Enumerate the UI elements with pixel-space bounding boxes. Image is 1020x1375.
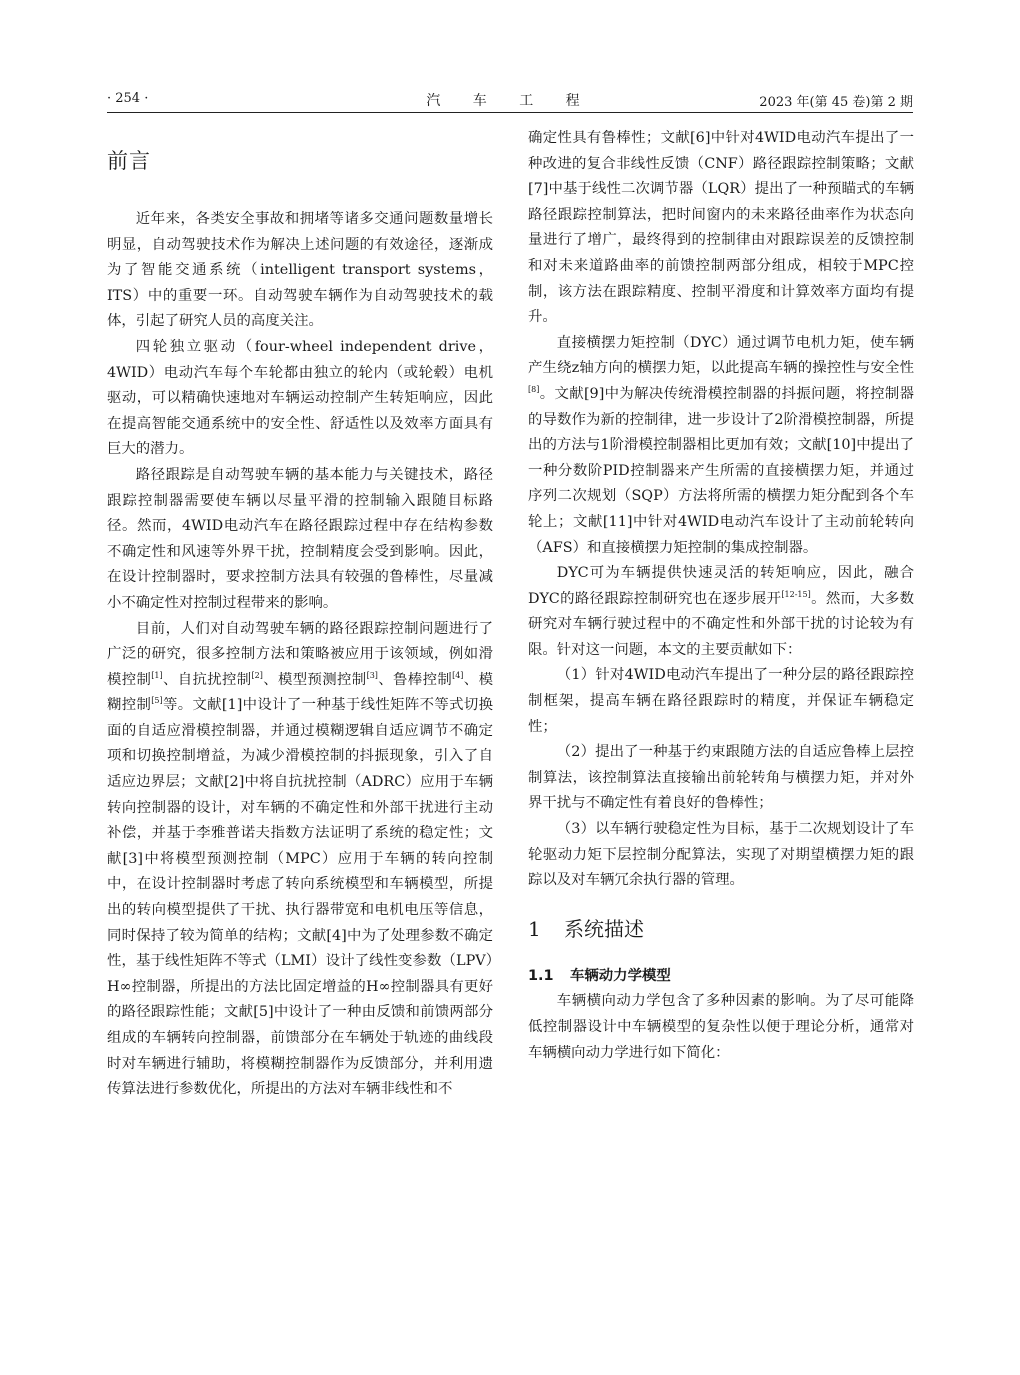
contribution-item: （3）以车辆行驶稳定性为目标，基于二次规划设计了车轮驱动力矩下层控制分配算法，实现了对期望横摆力矩的跟踪以及对车辆冗余执行器的管理。 bbox=[528, 821, 914, 889]
text-run: 等。文献[1]中设计了一种基于线性矩阵不等式切换面的自适应滑模控制器，并通过模糊逻辑自适应调节不确定项和切换控制增益，为减少滑模控制的抖振现象，引入了自适应边界层；文献[2]中将自抗扰控制（ADRC）应用于车辆转向控制器的设计，对车辆的不确定性和外部干扰进行主动补偿，并基于李雅普诺夫指数方法证明了系统的稳定性；文献[3]中将模型预测控制（MPC）应用于车辆的转向控制中，在设计控制器时考虑了转向系统模型和车辆模型，所提出的转向模型提供了干扰、执行器带宽和电机电压等信息，同时保持了较为简单的结构；文献[4]中为了处理参数不确定性，基于线性矩阵不等式（LMI）设计了线性变参数（LPV）H∞控制器，所提出的方法比固定增益的H∞控制器具有更好的路径跟踪性能；文献[5]中设计了一种由反馈和前馈两部分组成的车辆转向控制器，前馈部分在车辆处于轨迹的曲线段时对车辆进行辅助，将模糊控制器作为反馈部分，并利用遗传算法进行参数优化，所提出的方法对车辆非线性和不 bbox=[107, 697, 493, 1098]
text-run: 。然而，大多数研究对车辆行驶过程中的不确定性和外部干扰的讨论较为有限。针对这一问题，本文的主要贡献如下： bbox=[528, 590, 914, 658]
paragraph-dyc bbox=[528, 331, 914, 561]
text-run: 、自抗扰控制 bbox=[162, 671, 252, 688]
page-number: · 254 · bbox=[107, 91, 149, 106]
paragraph-dyc-fusion bbox=[528, 561, 914, 663]
contribution-item: （1）针对4WID电动汽车提出了一种分层的路径跟踪控制框架，提高车辆在路径跟踪时的精度，并保证车辆稳定性； bbox=[528, 667, 914, 735]
running-header bbox=[107, 88, 913, 113]
paragraph: 车辆横向动力学包含了多种因素的影响。为了尽可能降低控制器设计中车辆模型的复杂性以便于理论分析，通常对车辆横向动力学进行如下简化： bbox=[528, 993, 914, 1061]
section-heading-preface: 前言 bbox=[107, 149, 151, 173]
paragraph-related-work bbox=[107, 617, 493, 1103]
paragraph-continued: 确定性具有鲁棒性；文献[6]中针对4WID电动汽车提出了一种改进的复合非线性反馈（CNF）路径跟踪控制策略；文献[7]中基于线性二次调节器（LQR）提出了一种预瞄式的车辆路径跟踪控制算法，把时间窗内的未来路径曲率作为状态向量进行了增广，最终得到的控制律由对跟踪误差的反馈控制和对未来道路曲率的前馈控制两部分组成，相较于MPC控制，该方法在跟踪精度、控制平滑度和计算效率方面均有提升。 bbox=[528, 130, 914, 326]
subsection-title: 车辆动力学模型 bbox=[570, 967, 671, 984]
section-heading bbox=[528, 916, 914, 942]
text-run: 。文献[9]中为解决传统滑模控制器的抖振问题，将控制器的导数作为新的控制律，进一步设计了2阶滑模控制器，所提出的方法与1阶滑模控制器相比更加有效；文献[10]中提出了一种分数阶PID控制器来产生所需的直接横摆力矩，并通过序列二次规划（SQP）方法将所需的横摆力矩分配到各个车轮上；文献[11]中针对4WID电动汽车设计了主动前轮转向（AFS）和直接横摆力矩控制的集成控制器。 bbox=[528, 385, 914, 556]
journal-name: 汽 车 工 程 bbox=[426, 93, 594, 109]
text-run: 目前，人们对自动驾驶车辆的路径跟踪控制问题进行了广泛的研究，很多控制方法和策略被应用于该领域，例如滑模控制 bbox=[107, 620, 493, 688]
paragraph: 四轮独立驱动（four-wheel independent drive，4WID）电动汽车每个车轮都由独立的轮内（或轮毂）电机驱动，可以精确快速地对车辆运动控制产生转矩响应，因此在提高智能交通系统中的安全性、舒适性以及效率方面具有巨大的潜力。 bbox=[107, 338, 493, 458]
subsection-number: 1.1 bbox=[528, 967, 554, 984]
text-run: 、鲁棒控制 bbox=[377, 671, 453, 688]
text-run: DYC可为车辆提供快速灵活的转矩响应，因此，融合DYC的路径跟踪控制研究也在逐步展开 bbox=[528, 565, 914, 607]
citation: [2] bbox=[251, 670, 263, 680]
issue-info: 2023 年(第 45 卷)第 2 期 bbox=[759, 95, 913, 110]
citation: [8] bbox=[528, 385, 540, 395]
paragraph: 近年来，各类安全事故和拥堵等诸多交通问题数量增长明显，自动驾驶技术作为解决上述问题的有效途径，逐渐成为了智能交通系统（intelligent transport systems，ITS）中的重要一环。自动驾驶车辆作为自动驾驶技术的载体，引起了研究人员的高度关注。 bbox=[107, 211, 493, 330]
subsection-heading bbox=[528, 964, 914, 990]
section-number: 1 bbox=[528, 916, 541, 941]
section-title: 系统描述 bbox=[564, 916, 644, 941]
citation: [1] bbox=[151, 670, 163, 680]
text-run: 直接横摆力矩控制（DYC）通过调节电机力矩，使车辆产生绕z轴方向的横摆力矩，以此提高车辆的操控性与安全性 bbox=[528, 334, 914, 377]
left-column bbox=[107, 126, 493, 1103]
right-column bbox=[528, 126, 914, 1066]
contribution-item: （2）提出了一种基于约束跟随方法的自适应鲁棒上层控制算法，该控制算法直接输出前轮转角与横摆力矩，并对外界干扰与不确定性有着良好的鲁棒性； bbox=[528, 744, 914, 812]
citation: [4] bbox=[452, 670, 464, 680]
citation: [5] bbox=[151, 696, 163, 706]
text-run: 、模糊控制 bbox=[107, 671, 493, 714]
text-run: 、模型预测控制 bbox=[262, 671, 367, 688]
citation: [3] bbox=[366, 670, 378, 680]
citation: [12-15] bbox=[781, 589, 811, 599]
paragraph: 路径跟踪是自动驾驶车辆的基本能力与关键技术，路径跟踪控制器需要使车辆以尽量平滑的控制输入跟随目标路径。然而，4WID电动汽车在路径跟踪过程中存在结构参数不确定性和风速等外界干扰，控制精度会受到影响。因此，在设计控制器时，要求控制方法具有较强的鲁棒性，尽量减小不确定性对控制过程带来的影响。 bbox=[107, 466, 493, 611]
